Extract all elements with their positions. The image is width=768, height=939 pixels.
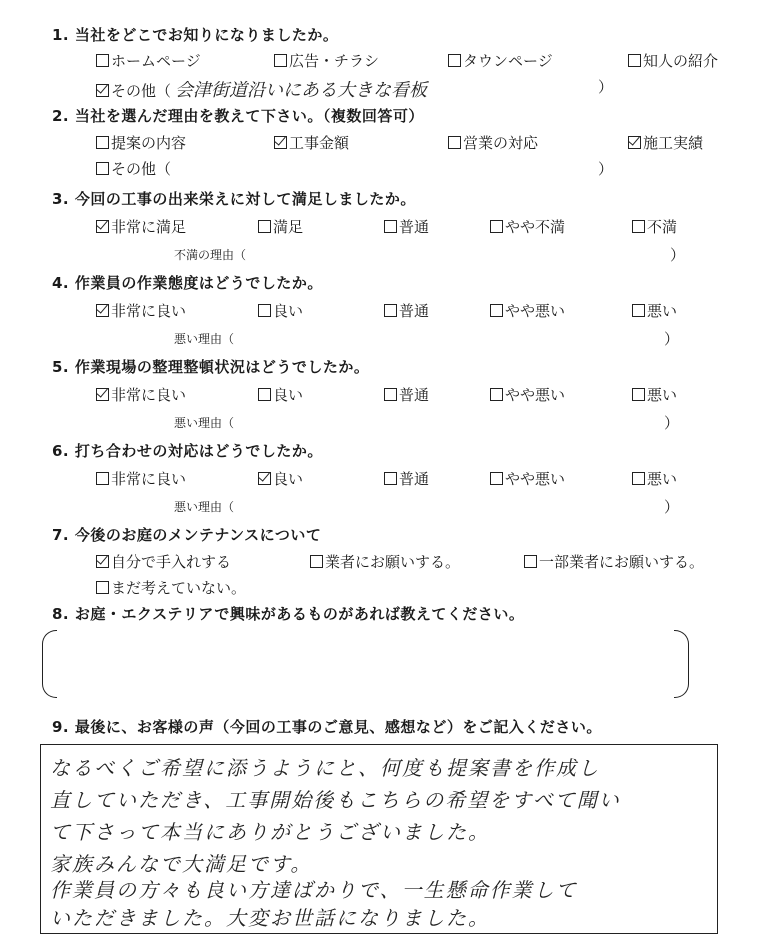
question-2-title: 2. 当社を選んだ理由を教えて下さい。（複数回答可）	[52, 107, 424, 125]
question-5-title: 5. 作業現場の整理整頓状況はどうでしたか。	[52, 358, 370, 376]
q6-option-very-good[interactable]: 非常に良い	[96, 468, 186, 489]
close-paren: ）	[664, 414, 680, 432]
checkbox[interactable]	[384, 472, 397, 485]
question-7-title: 7. 今後のお庭のメンテナンスについて	[52, 526, 322, 544]
checkbox[interactable]	[258, 220, 271, 233]
checkbox[interactable]	[632, 388, 645, 401]
q2-option-track-record[interactable]: 施工実績	[628, 132, 703, 153]
checkbox[interactable]	[274, 54, 287, 67]
q3-option-very-satisfied[interactable]: 非常に満足	[96, 216, 186, 237]
checkbox-checked[interactable]	[258, 472, 271, 485]
voice-line: 直していただき、工事開始後もこちらの希望をすべて聞い	[50, 788, 621, 812]
q7-option-self[interactable]: 自分で手入れする	[96, 551, 231, 572]
close-paren: ）	[598, 160, 614, 178]
q5-reason-label: 悪い理由（	[174, 416, 235, 430]
q1-option-townpage[interactable]: タウンページ	[448, 50, 553, 71]
checkbox[interactable]	[384, 388, 397, 401]
q6-option-good[interactable]: 良い	[258, 468, 303, 489]
checkbox[interactable]	[96, 581, 109, 594]
question-3-title: 3. 今回の工事の出来栄えに対して満足しましたか。	[52, 190, 416, 208]
q1-option-referral[interactable]: 知人の紹介	[628, 50, 718, 71]
checkbox[interactable]	[96, 162, 109, 175]
checkbox[interactable]	[448, 136, 461, 149]
q5-option-very-good[interactable]: 非常に良い	[96, 384, 186, 405]
q3-reason-label: 不満の理由（	[174, 248, 247, 262]
q2-option-sales[interactable]: 営業の対応	[448, 132, 538, 153]
voice-line: 作業員の方々も良い方達ばかりで、一生懸命作業して	[50, 878, 578, 902]
q4-option-bad[interactable]: 悪い	[632, 300, 677, 321]
q1-option-other[interactable]: その他（ 会津街道沿いにある大きな看板	[96, 76, 427, 102]
checkbox[interactable]	[490, 304, 503, 317]
q4-reason-label: 悪い理由（	[174, 332, 235, 346]
q3-option-dissatisfied[interactable]: 不満	[632, 216, 677, 237]
checkbox[interactable]	[628, 54, 641, 67]
voice-line: なるべくご希望に添うようにと、何度も提案書を作成し	[50, 756, 600, 780]
q2-option-proposal[interactable]: 提案の内容	[96, 132, 186, 153]
checkbox[interactable]	[490, 388, 503, 401]
q5-option-good[interactable]: 良い	[258, 384, 303, 405]
checkbox[interactable]	[96, 54, 109, 67]
checkbox[interactable]	[448, 54, 461, 67]
close-paren: ）	[664, 330, 680, 348]
checkbox-checked[interactable]	[96, 555, 109, 568]
question-9-title: 9. 最後に、お客様の声（今回の工事のご意見、感想など）をご記入ください。	[52, 718, 602, 736]
q5-option-somewhat-bad[interactable]: やや悪い	[490, 384, 565, 405]
q1-other-handwritten: 会津街道沿いにある大きな看板	[175, 80, 428, 101]
checkbox-checked[interactable]	[96, 220, 109, 233]
checkbox-checked[interactable]	[96, 388, 109, 401]
checkbox-checked[interactable]	[96, 84, 109, 97]
checkbox[interactable]	[632, 304, 645, 317]
close-paren: ）	[598, 78, 614, 96]
voice-line: 家族みんなで大満足です。	[50, 852, 313, 876]
q1-option-ad[interactable]: 広告・チラシ	[274, 50, 379, 71]
q4-option-neutral[interactable]: 普通	[384, 300, 429, 321]
q3-option-somewhat-dissatisfied[interactable]: やや不満	[490, 216, 565, 237]
checkbox[interactable]	[490, 220, 503, 233]
q1-option-homepage[interactable]: ホームページ	[96, 50, 201, 71]
q3-option-neutral[interactable]: 普通	[384, 216, 429, 237]
q4-option-somewhat-bad[interactable]: やや悪い	[490, 300, 565, 321]
checkbox-checked[interactable]	[96, 304, 109, 317]
q7-option-partial-contractor[interactable]: 一部業者にお願いする。	[524, 551, 704, 572]
checkbox[interactable]	[632, 472, 645, 485]
question-8-title: 8. お庭・エクステリアで興味があるものがあれば教えてください。	[52, 605, 525, 623]
q2-option-other[interactable]: その他（	[96, 158, 171, 179]
checkbox-checked[interactable]	[274, 136, 287, 149]
q6-option-somewhat-bad[interactable]: やや悪い	[490, 468, 565, 489]
q7-option-contractor[interactable]: 業者にお願いする。	[310, 551, 460, 572]
q6-reason-label: 悪い理由（	[174, 500, 235, 514]
q5-option-neutral[interactable]: 普通	[384, 384, 429, 405]
checkbox[interactable]	[310, 555, 323, 568]
q4-option-very-good[interactable]: 非常に良い	[96, 300, 186, 321]
q7-option-undecided[interactable]: まだ考えていない。	[96, 577, 246, 598]
checkbox-checked[interactable]	[628, 136, 641, 149]
checkbox[interactable]	[524, 555, 537, 568]
checkbox[interactable]	[96, 136, 109, 149]
q6-option-neutral[interactable]: 普通	[384, 468, 429, 489]
checkbox[interactable]	[258, 388, 271, 401]
checkbox[interactable]	[384, 220, 397, 233]
voice-line: て下さって本当にありがとうございました。	[50, 820, 490, 844]
question-6-title: 6. 打ち合わせの対応はどうでしたか。	[52, 442, 323, 460]
q5-option-bad[interactable]: 悪い	[632, 384, 677, 405]
question-4-title: 4. 作業員の作業態度はどうでしたか。	[52, 274, 323, 292]
checkbox[interactable]	[632, 220, 645, 233]
question-1-title: 1. 当社をどこでお知りになりましたか。	[52, 26, 339, 44]
answer-bracket-left	[42, 630, 57, 698]
q4-option-good[interactable]: 良い	[258, 300, 303, 321]
close-paren: ）	[670, 246, 686, 264]
voice-line: いただきました。大変お世話になりました。	[50, 906, 490, 930]
q8-answer-area[interactable]	[58, 632, 672, 694]
q3-option-satisfied[interactable]: 満足	[258, 216, 303, 237]
checkbox[interactable]	[258, 304, 271, 317]
q6-option-bad[interactable]: 悪い	[632, 468, 677, 489]
close-paren: ）	[664, 498, 680, 516]
checkbox[interactable]	[490, 472, 503, 485]
answer-bracket-right	[674, 630, 689, 698]
checkbox[interactable]	[96, 472, 109, 485]
checkbox[interactable]	[384, 304, 397, 317]
q2-option-price[interactable]: 工事金額	[274, 132, 349, 153]
